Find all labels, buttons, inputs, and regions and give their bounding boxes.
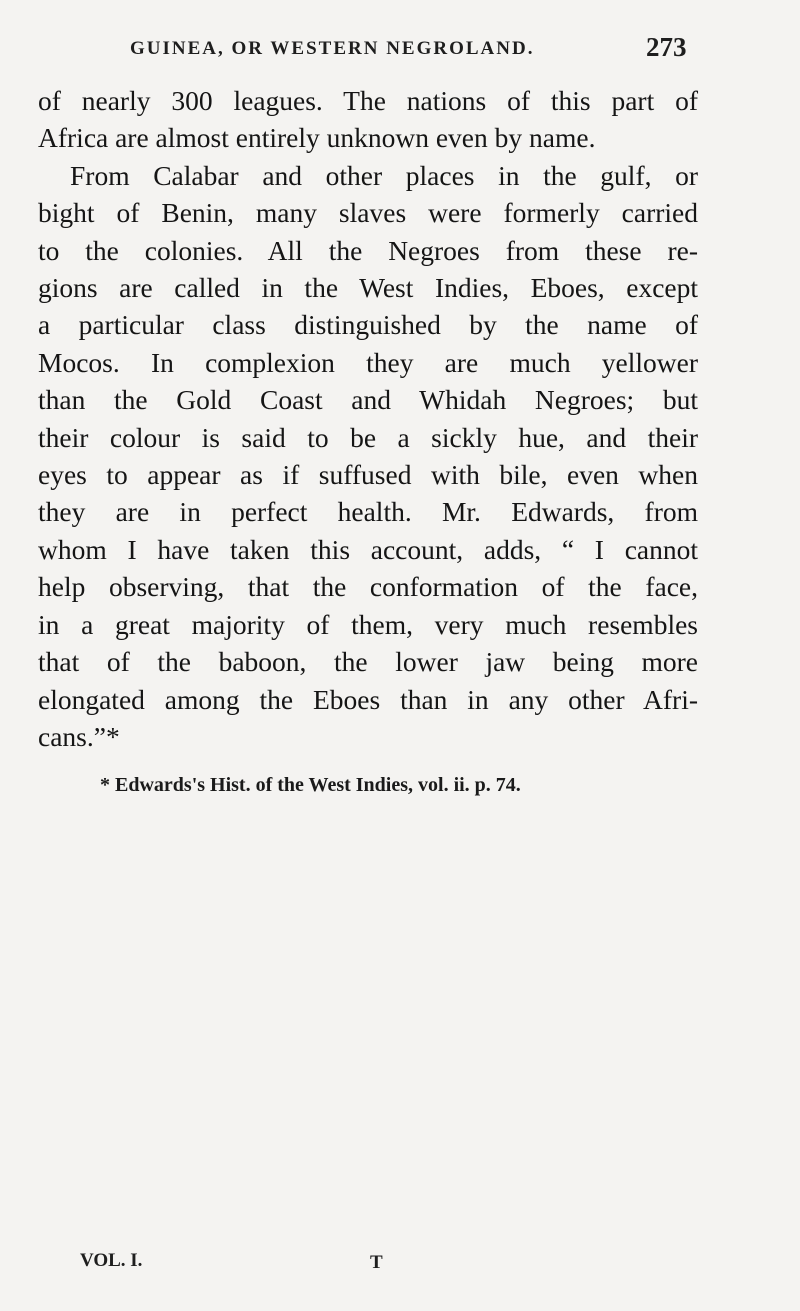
text-line: cans.”* bbox=[38, 720, 120, 752]
running-head: GUINEA, OR WESTERN NEGROLAND. bbox=[130, 38, 535, 59]
text-line: in a great majority of them, very much resembles bbox=[38, 608, 698, 640]
text-line: of nearly 300 leagues. The nations of this part of bbox=[38, 85, 698, 116]
text-line: eyes to appear as if suffused with bile, even when bbox=[38, 459, 698, 491]
volume-marker: VOL. I. bbox=[80, 1250, 143, 1271]
text-line: elongated among the Eboes than in any other Afri- bbox=[38, 683, 698, 715]
page-header bbox=[0, 32, 800, 66]
text-line: to the colonies. All the Negroes from these re- bbox=[38, 234, 698, 266]
text-line: their colour is said to be a sickly hue, and their bbox=[38, 421, 698, 453]
text-line: that of the baboon, the lower jaw being more bbox=[38, 646, 698, 678]
page-number: 273 bbox=[646, 32, 687, 62]
text-line: bight of Benin, many slaves were formerly carried bbox=[38, 197, 698, 229]
text-line: Africa are almost entirely unknown even by name. bbox=[38, 122, 596, 154]
body-text bbox=[38, 82, 698, 755]
text-line: they are in perfect health. Mr. Edwards, from bbox=[38, 496, 698, 528]
text-line: help observing, that the conformation of the face, bbox=[38, 571, 698, 603]
text-line: a particular class distinguished by the name of bbox=[38, 309, 698, 341]
signature-mark: T bbox=[370, 1252, 383, 1273]
text-line: From Calabar and other places in the gulf, or bbox=[70, 159, 698, 191]
footnote: * Edwards's Hist. of the West Indies, vol. ii. p. 74. bbox=[100, 774, 521, 796]
text-line: Mocos. In complexion they are much yellower bbox=[38, 346, 698, 378]
text-line: than the Gold Coast and Whidah Negroes; but bbox=[38, 384, 698, 416]
text-line: whom I have taken this account, adds, “ I cannot bbox=[38, 533, 698, 565]
text-line: gions are called in the West Indies, Eboes, except bbox=[38, 272, 698, 304]
